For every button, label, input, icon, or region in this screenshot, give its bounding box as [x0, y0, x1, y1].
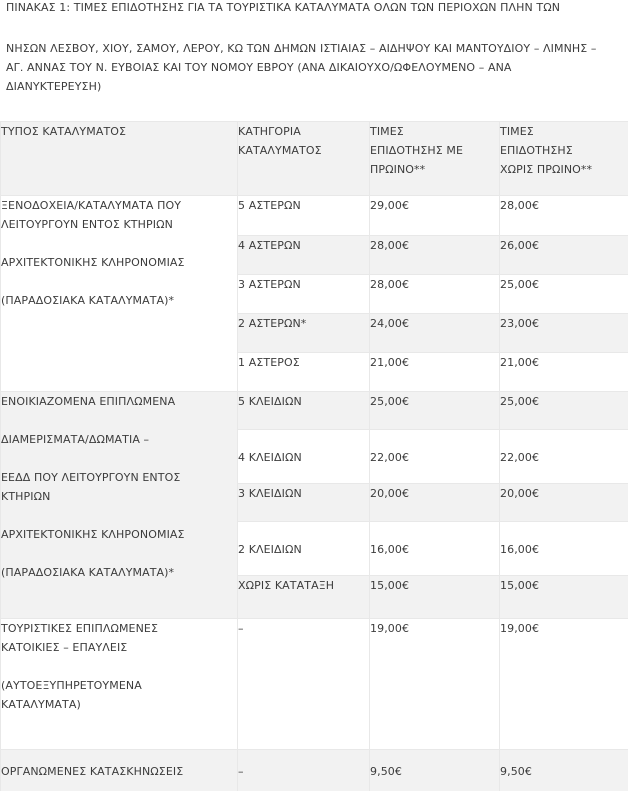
type-line: ΞΕΝΟΔΟΧΕΙΑ/ΚΑΤΑΛΥΜΑΤΑ ΠΟΥ [1, 199, 182, 212]
type-line: ΛΕΙΤΟΥΡΓΟΥΝ ΕΝΤΟΣ ΚΤΗΡΙΩΝ [1, 218, 173, 231]
category-cell: 3 ΚΛΕΙΔΙΩΝ [238, 484, 370, 522]
header-category: ΚΑΤΗΓΟΡΙΑ ΚΑΤΑΛΥΜΑΤΟΣ [238, 122, 370, 196]
category-cell: – [238, 619, 370, 750]
price-with-breakfast: 19,00€ [370, 619, 500, 750]
header-with-breakfast: ΤΙΜΕΣ ΕΠΙΔΟΤΗΣΗΣ ΜΕ ΠΡΩΙΝΟ** [370, 122, 500, 196]
type-line: (ΑΥΤΟΕΞΥΠΗΡΕΤΟΥΜΕΝΑ [1, 679, 142, 692]
price-without-breakfast: 23,00€ [500, 314, 628, 353]
price-without-breakfast: 26,00€ [500, 236, 628, 275]
type-line: ΕΝΟΙΚΙΑΖΟΜΕΝΑ ΕΠΙΠΛΩΜΕΝΑ [1, 395, 176, 408]
price-without-breakfast: 25,00€ [500, 275, 628, 314]
table-header-row [1, 122, 628, 196]
price-without-breakfast: 9,50€ [500, 750, 628, 791]
caption-line-4: ΔΙΑΝΥΚΤΕΡΕΥΣΗ) [6, 80, 102, 93]
category-cell: – [238, 750, 370, 791]
group-type-cell [1, 750, 238, 791]
category-cell: 4 ΑΣΤΕΡΩΝ [238, 236, 370, 275]
table-row [1, 392, 628, 430]
price-with-breakfast: 22,00€ [370, 430, 500, 484]
type-line: (ΠΑΡΑΔΟΣΙΑΚΑ ΚΑΤΑΛΥΜΑΤΑ)* [1, 566, 175, 579]
type-line: ΤΟΥΡΙΣΤΙΚΕΣ ΕΠΙΠΛΩΜΕΝΕΣ [1, 622, 159, 635]
category-cell: 5 ΑΣΤΕΡΩΝ [238, 196, 370, 236]
price-with-breakfast: 21,00€ [370, 353, 500, 392]
type-line: ΑΡΧΙΤΕΚΤΟΝΙΚΗΣ ΚΛΗΡΟΝΟΜΙΑΣ [1, 256, 185, 269]
table-row [1, 750, 628, 791]
category-cell: 2 ΑΣΤΕΡΩΝ* [238, 314, 370, 353]
price-with-breakfast: 15,00€ [370, 576, 500, 619]
category-cell: 5 ΚΛΕΙΔΙΩΝ [238, 392, 370, 430]
price-without-breakfast: 15,00€ [500, 576, 628, 619]
table-row [1, 196, 628, 236]
price-without-breakfast: 16,00€ [500, 522, 628, 576]
caption-line-1: ΠΙΝΑΚΑΣ 1: ΤΙΜΕΣ ΕΠΙΔΟΤΗΣΗΣ ΓΙΑ ΤΑ ΤΟΥΡΙΣΤΙΚΑ ΚΑΤΑΛΥΜΑΤΑ ΟΛΩΝ ΤΩΝ ΠΕΡΙΟΧΩΝ ΠΛΗΝ ΤΩΝ [6, 1, 561, 14]
type-line: (ΠΑΡΑΔΟΣΙΑΚΑ ΚΑΤΑΛΥΜΑΤΑ)* [1, 294, 175, 307]
price-without-breakfast: 28,00€ [500, 196, 628, 236]
category-cell: 1 ΑΣΤΕΡΟΣ [238, 353, 370, 392]
table-caption [0, 0, 628, 96]
caption-line-2: ΝΗΣΩΝ ΛΕΣΒΟΥ, ΧΙΟΥ, ΣΑΜΟΥ, ΛΕΡΟΥ, ΚΩ ΤΩΝ ΔΗΜΩΝ ΙΣΤΙΑΙΑΣ – ΑΙΔΗΨΟΥ ΚΑΙ ΜΑΝΤΟΥΔΙΟΥ – ΛΙΜΝΗΣ – [6, 42, 597, 55]
caption-line-3: ΑΓ. ΑΝΝΑΣ ΤΟΥ Ν. ΕΥΒΟΙΑΣ ΚΑΙ ΤΟΥ ΝΟΜΟΥ ΕΒΡΟΥ (ΑΝΑ ΔΙΚΑΙΟΥΧΟ/ΩΦΕΛΟΥΜΕΝΟ – ΑΝΑ [6, 61, 512, 74]
price-without-breakfast: 21,00€ [500, 353, 628, 392]
price-without-breakfast: 22,00€ [500, 430, 628, 484]
category-cell: 4 ΚΛΕΙΔΙΩΝ [238, 430, 370, 484]
price-with-breakfast: 29,00€ [370, 196, 500, 236]
price-without-breakfast: 25,00€ [500, 392, 628, 430]
price-with-breakfast: 9,50€ [370, 750, 500, 791]
price-with-breakfast: 24,00€ [370, 314, 500, 353]
type-line: ΚΑΤΟΙΚΙΕΣ – ΕΠΑΥΛΕΙΣ [1, 641, 128, 654]
price-without-breakfast: 20,00€ [500, 484, 628, 522]
group-type-cell [1, 196, 238, 392]
type-line: ΑΡΧΙΤΕΚΤΟΝΙΚΗΣ ΚΛΗΡΟΝΟΜΙΑΣ [1, 528, 185, 541]
category-cell: 2 ΚΛΕΙΔΙΩΝ [238, 522, 370, 576]
header-without-breakfast: ΤΙΜΕΣ ΕΠΙΔΟΤΗΣΗΣ ΧΩΡΙΣ ΠΡΩΙΝΟ** [500, 122, 628, 196]
category-cell: 3 ΑΣΤΕΡΩΝ [238, 275, 370, 314]
type-line: ΔΙΑΜΕΡΙΣΜΑΤΑ/ΔΩΜΑΤΙΑ – [1, 433, 150, 446]
price-with-breakfast: 28,00€ [370, 275, 500, 314]
type-line: ΚΤΗΡΙΩΝ [1, 490, 51, 503]
price-with-breakfast: 28,00€ [370, 236, 500, 275]
type-line: ΕΕΔΔ ΠΟΥ ΛΕΙΤΟΥΡΓΟΥΝ ΕΝΤΟΣ [1, 471, 181, 484]
price-with-breakfast: 16,00€ [370, 522, 500, 576]
group-type-cell [1, 619, 238, 750]
price-without-breakfast: 19,00€ [500, 619, 628, 750]
group-type-cell [1, 392, 238, 619]
type-line: ΟΡΓΑΝΩΜΕΝΕΣ ΚΑΤΑΣΚΗΝΩΣΕΙΣ [1, 765, 184, 778]
category-cell: ΧΩΡΙΣ ΚΑΤΑΤΑΞΗ [238, 576, 370, 619]
price-with-breakfast: 20,00€ [370, 484, 500, 522]
type-line: ΚΑΤΑΛΥΜΑΤΑ) [1, 698, 81, 711]
price-with-breakfast: 25,00€ [370, 392, 500, 430]
header-type: ΤΥΠΟΣ ΚΑΤΑΛΥΜΑΤΟΣ [1, 122, 238, 196]
table-row [1, 619, 628, 750]
subsidy-rates-table [0, 121, 628, 791]
